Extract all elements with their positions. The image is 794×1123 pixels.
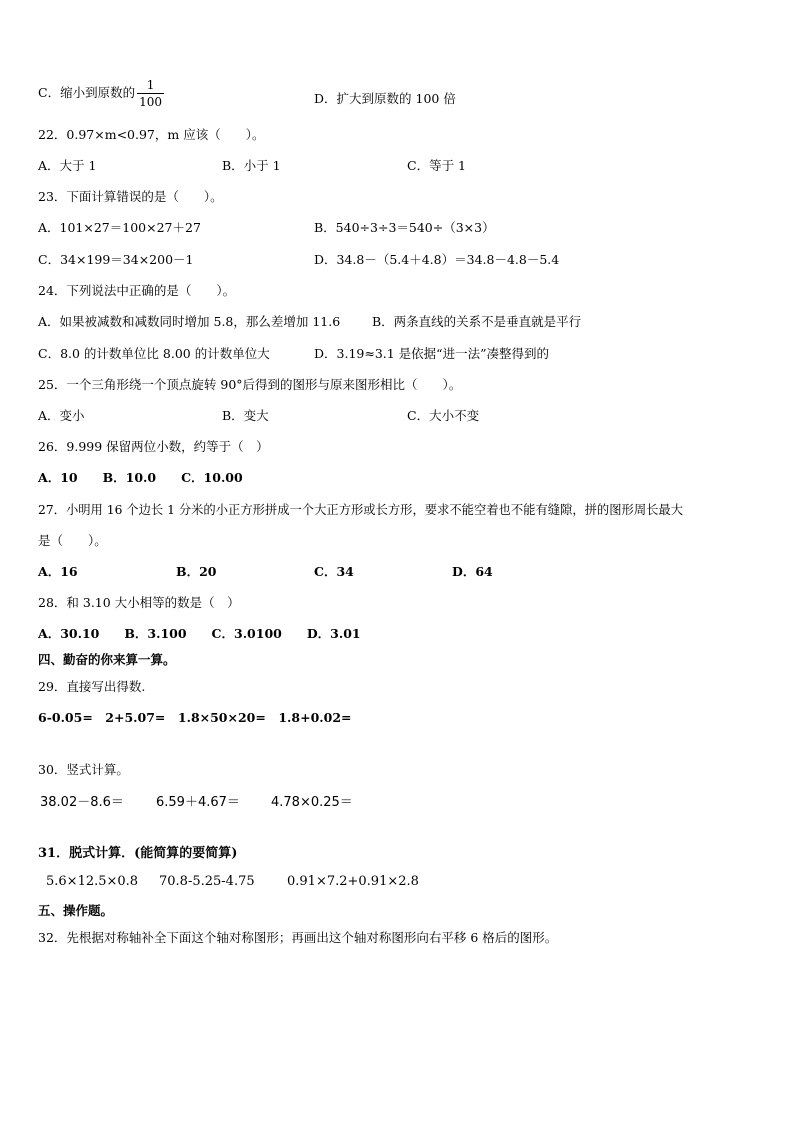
q22-stem: 22．0.97×m<0.97，m 应该（ ）。 <box>38 127 265 142</box>
q25-option-a: A．变小 <box>38 408 85 423</box>
q24-stem: 24．下列说法中正确的是（ ）。 <box>38 283 236 298</box>
q23-option-a: A．101×27＝100×27＋27 <box>38 220 201 235</box>
fraction-1-100 <box>137 79 164 108</box>
fraction-numerator: 1 <box>146 78 155 92</box>
q23-option-c: C．34×199＝34×200－1 <box>38 252 194 267</box>
q29-items: 6-0.05= 2+5.07= 1.8×50×20= 1.8+0.02= <box>38 710 352 725</box>
q31-expression-3: 0.91×7.2+0.91×2.8 <box>287 874 419 889</box>
q27-stem-line2: 是（ ）。 <box>38 533 107 548</box>
q27-option-c: C．34 <box>314 564 354 579</box>
q24-option-a: A．如果被减数和减数同时增加 5.8，那么差增加 11.6 <box>38 314 341 329</box>
q32-stem: 32．先根据对称轴补全下面这个轴对称图形；再画出这个轴对称图形向右平移 6 格后的图形。 <box>38 930 558 945</box>
q23-option-b: B．540÷3÷3＝540÷（3×3） <box>314 220 495 235</box>
q21-option-d: D．扩大到原数的 100 倍 <box>314 91 456 106</box>
q28-options: A．30.10 B．3.100 C．3.0100 D．3.01 <box>38 626 361 641</box>
q26-options: A．10 B．10.0 C．10.00 <box>38 470 243 485</box>
q22-option-c: C．等于 1 <box>407 158 466 173</box>
q31-expression-1: 5.6×12.5×0.8 <box>46 874 139 889</box>
q25-option-b: B．变大 <box>222 408 269 423</box>
q22-option-a: A．大于 1 <box>38 158 97 173</box>
q30-expression-3: 4.78×0.25＝ <box>271 795 353 810</box>
q27-stem-line1: 27．小明用 16 个边长 1 分米的小正方形拼成一个大正方形或长方形，要求不能空着也不能有缝隙，拼的图形周长最大 <box>38 503 684 517</box>
q31-expression-2: 70.8-5.25-4.75 <box>159 874 255 889</box>
q25-option-c: C．大小不变 <box>407 408 480 423</box>
section-5-heading: 五、操作题。 <box>38 903 114 918</box>
q31-stem: 31．脱式计算．(能简算的要简算) <box>38 846 238 861</box>
q29-stem: 29．直接写出得数. <box>38 679 146 694</box>
q24-option-d: D．3.19≈3.1 是依据“进一法”凑整得到的 <box>314 346 549 361</box>
q24-option-b: B．两条直线的关系不是垂直就是平行 <box>372 314 582 329</box>
fraction-denominator: 100 <box>139 95 162 109</box>
q28-stem: 28．和 3.10 大小相等的数是（ ） <box>38 595 240 610</box>
q21-option-c-text: C．缩小到原数的 <box>38 85 136 100</box>
q23-option-d: D．34.8－（5.4＋4.8）＝34.8－4.8－5.4 <box>314 252 560 267</box>
section-4-heading: 四、勤奋的你来算一算。 <box>38 652 176 667</box>
q30-expression-1: 38.02－8.6＝ <box>40 795 124 810</box>
q23-stem: 23．下面计算错误的是（ ）。 <box>38 189 223 204</box>
q21-option-c <box>38 79 164 108</box>
q26-stem: 26．9.999 保留两位小数，约等于（ ） <box>38 439 269 454</box>
q24-option-c: C．8.0 的计数单位比 8.00 的计数单位大 <box>38 346 270 361</box>
q27-option-d: D．64 <box>452 564 493 579</box>
q30-stem: 30．竖式计算。 <box>38 762 129 777</box>
q22-option-b: B．小于 1 <box>222 158 281 173</box>
q27-option-b: B．20 <box>176 564 217 579</box>
q25-stem: 25．一个三角形绕一个顶点旋转 90°后得到的图形与原来图形相比（ ）。 <box>38 377 462 392</box>
q27-option-a: A．16 <box>38 564 78 579</box>
q30-expression-2: 6.59＋4.67＝ <box>156 795 240 810</box>
